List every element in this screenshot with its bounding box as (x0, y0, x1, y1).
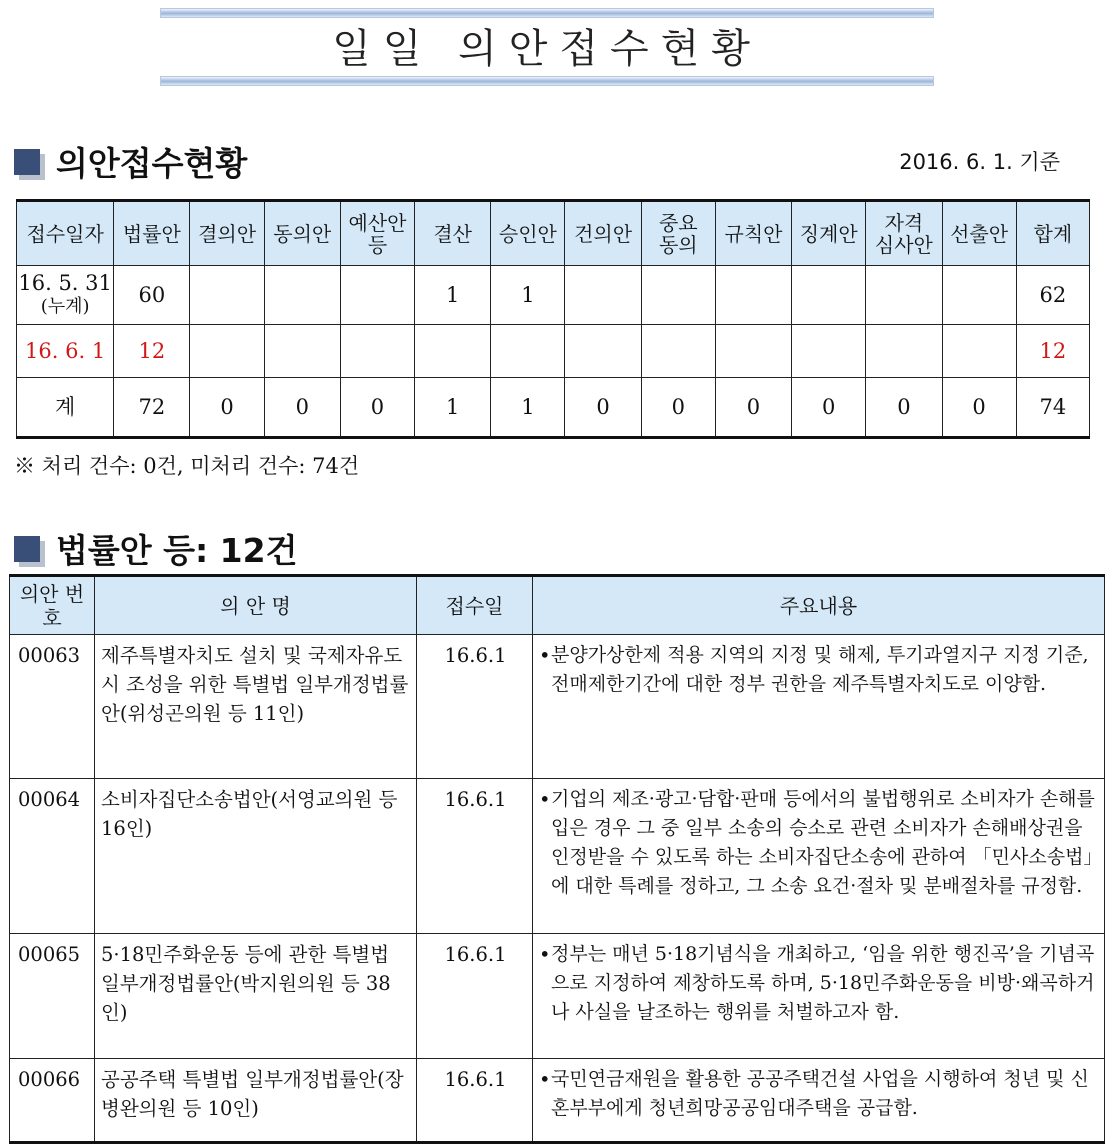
header-cell: 결의안 (190, 201, 264, 266)
value-cell (491, 325, 565, 378)
main-content (533, 1059, 1105, 1143)
title-bar-top (160, 8, 934, 18)
bill-name: 공공주택 특별법 일부개정법률안(장병완의원 등 10인) (95, 1059, 417, 1143)
header-cell: 결산 (415, 201, 491, 266)
value-cell: 0 (866, 378, 942, 438)
value-cell: 0 (565, 378, 641, 438)
value-cell (641, 325, 715, 378)
header-cell: 승인안 (491, 201, 565, 266)
content-text: 국민연금재원을 활용한 공공주택건설 사업을 시행하여 청년 및 신혼부부에게 청년희망공공임대주택을 공급함. (551, 1068, 1089, 1119)
value-cell: 0 (715, 378, 791, 438)
bill-name: 제주특별자치도 설치 및 국제자유도시 조성을 위한 특별법 일부개정법률안(위성곤의원 등 11인) (95, 635, 417, 779)
value-cell (415, 325, 491, 378)
value-cell (190, 266, 264, 325)
value-cell (190, 325, 264, 378)
header-cell: 중요 동의 (641, 201, 715, 266)
bill-name: 5·18민주화운동 등에 관한 특별법 일부개정법률안(박지원의원 등 38인) (95, 934, 417, 1059)
value-cell (715, 266, 791, 325)
bills-header-row (10, 576, 1105, 635)
header-cell: 동의안 (264, 201, 340, 266)
value-cell (866, 266, 942, 325)
main-content (533, 934, 1105, 1059)
header-cell: 선출안 (942, 201, 1016, 266)
value-cell (792, 266, 866, 325)
header-cell: 합계 (1016, 201, 1089, 266)
bill-no: 00066 (10, 1059, 95, 1143)
value-cell: 0 (641, 378, 715, 438)
section1-heading (14, 138, 247, 185)
value-cell (715, 325, 791, 378)
content-text: 기업의 제조·광고·담합·판매 등에서의 불법행위로 소비자가 손해를 입은 경우 그 중 일부 소송의 승소로 관련 소비자가 손해배상권을 인정받을 수 있도록 하는 소비자집단소송에 관하여 「민사소송법」에 대한 특례를 정하고, 그 소송 요건·절차 및 분배절차를 규정함. (551, 788, 1095, 897)
table-row (10, 635, 1105, 779)
summary-header-row (17, 201, 1090, 266)
date-cell (17, 266, 114, 325)
total-cell: 74 (1016, 378, 1089, 438)
section2-heading-text: 법률안 등: 12건 (56, 531, 298, 570)
main-content (533, 635, 1105, 779)
section2-heading (14, 525, 298, 572)
square-bullet-icon (14, 149, 40, 175)
title-banner (160, 8, 934, 88)
received-date: 16.6.1 (417, 779, 533, 934)
value-cell (340, 266, 414, 325)
value-cell: 0 (190, 378, 264, 438)
value-cell (942, 325, 1016, 378)
basis-date: 2016. 6. 1. 기준 (899, 150, 1060, 174)
bill-no: 00065 (10, 934, 95, 1059)
value-cell (942, 266, 1016, 325)
summary-row-total (17, 378, 1090, 438)
table-row (10, 1059, 1105, 1143)
date-cell: 16. 6. 1 (17, 325, 114, 378)
bullet-dot-icon: • (539, 788, 551, 811)
date-value: 16. 5. 31 (18, 271, 112, 295)
value-cell (264, 266, 340, 325)
square-bullet-icon (14, 536, 40, 562)
header-cell: 접수일자 (17, 201, 114, 266)
header-cell: 건의안 (565, 201, 641, 266)
bill-name: 소비자집단소송법안(서영교의원 등 16인) (95, 779, 417, 934)
header-cell: 법률안 (114, 201, 190, 266)
value-cell: 1 (415, 378, 491, 438)
value-cell (866, 325, 942, 378)
date-sub: (누계) (40, 296, 90, 317)
table-row (10, 934, 1105, 1059)
header-cell: 예산안 등 (340, 201, 414, 266)
table-row (10, 779, 1105, 934)
bill-no: 00063 (10, 635, 95, 779)
value-cell: 12 (114, 325, 190, 378)
header-received-date: 접수일 (417, 576, 533, 635)
value-cell: 0 (792, 378, 866, 438)
processing-note: ※ 처리 건수: 0건, 미처리 건수: 74건 (14, 454, 360, 478)
header-bill-no: 의안 번호 (10, 576, 95, 635)
received-date: 16.6.1 (417, 1059, 533, 1143)
total-cell: 62 (1016, 266, 1089, 325)
main-content (533, 779, 1105, 934)
received-date: 16.6.1 (417, 934, 533, 1059)
content-text: 정부는 매년 5·18기념식을 개최하고, ‘임을 위한 행진곡’을 기념곡으로 지정하여 제창하도록 하며, 5·18민주화운동을 비방·왜곡하거나 사실을 날조하는 행위를 처벌하고자 함. (551, 943, 1095, 1023)
value-cell (565, 325, 641, 378)
bullet-dot-icon: • (539, 943, 551, 966)
value-cell (792, 325, 866, 378)
bullet-dot-icon: • (539, 644, 551, 667)
value-cell: 60 (114, 266, 190, 325)
page-title: 일일 의안접수현황 (332, 26, 762, 72)
header-main-content: 주요내용 (533, 576, 1105, 635)
header-bill-name: 의 안 명 (95, 576, 417, 635)
value-cell: 0 (264, 378, 340, 438)
bullet-dot-icon: • (539, 1068, 551, 1091)
value-cell (340, 325, 414, 378)
value-cell: 0 (340, 378, 414, 438)
summary-table (16, 199, 1090, 439)
summary-row-cumulative (17, 266, 1090, 325)
content-text: 분양가상한제 적용 지역의 지정 및 해제, 투기과열지구 지정 기준, 전매제한기간에 대한 정부 권한을 제주특별자치도로 이양함. (551, 644, 1089, 695)
header-cell: 자격 심사안 (866, 201, 942, 266)
value-cell: 1 (491, 266, 565, 325)
section1-heading-text: 의안접수현황 (56, 144, 248, 183)
title-bar-bottom (160, 76, 934, 86)
bill-no: 00064 (10, 779, 95, 934)
header-cell: 징계안 (792, 201, 866, 266)
value-cell: 1 (415, 266, 491, 325)
value-cell: 1 (491, 378, 565, 438)
bills-table (9, 574, 1105, 1144)
total-cell: 12 (1016, 325, 1089, 378)
date-cell: 계 (17, 378, 114, 438)
value-cell: 72 (114, 378, 190, 438)
value-cell (641, 266, 715, 325)
value-cell (264, 325, 340, 378)
value-cell: 0 (942, 378, 1016, 438)
received-date: 16.6.1 (417, 635, 533, 779)
summary-row-today (17, 325, 1090, 378)
value-cell (565, 266, 641, 325)
header-cell: 규칙안 (715, 201, 791, 266)
